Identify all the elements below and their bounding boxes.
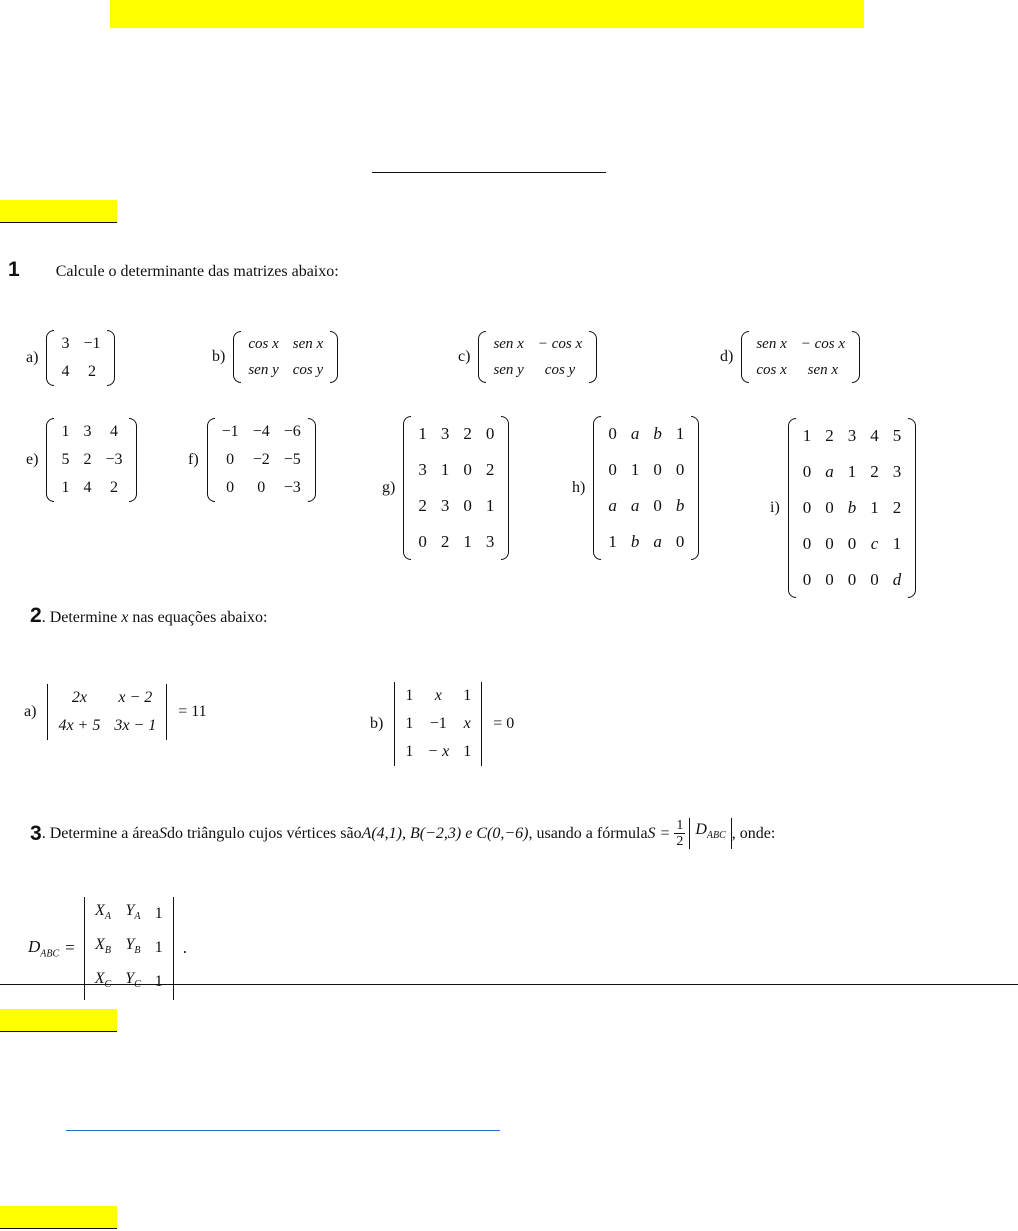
formula-sub: ABC: [706, 830, 726, 842]
paren-left: [46, 418, 54, 502]
matrix-cell: − x: [427, 743, 450, 760]
matrix-cell: cos x: [248, 336, 279, 352]
matrix-cell: 3: [892, 462, 902, 481]
matrix: [478, 331, 597, 383]
matrix-cell: 0: [463, 460, 472, 479]
matrix-cell: − cos x: [800, 336, 846, 352]
question-3-text-1: . Determine a área: [41, 824, 159, 842]
question-1: [8, 258, 339, 282]
paren-left: [478, 331, 486, 383]
matrix-row: [54, 358, 107, 386]
matrix-cell: −3: [283, 479, 301, 496]
question-3-text-3: , usando a fórmula: [528, 824, 648, 842]
paren-left: [788, 418, 796, 598]
det-bar-right: [166, 684, 167, 740]
matrix-row: [215, 446, 308, 474]
matrix-item: [572, 416, 699, 560]
paren-right: [908, 418, 916, 598]
matrix: [403, 416, 509, 560]
matrix-cell: 0: [825, 570, 834, 589]
section-highlight-1: [0, 200, 117, 223]
matrix-cell: 3x − 1: [114, 717, 157, 734]
matrix-item: [458, 331, 597, 383]
matrix-row: [88, 897, 170, 931]
matrix-cell: x: [434, 687, 442, 704]
matrix-cell: 1: [675, 424, 685, 443]
paren-right: [308, 418, 316, 502]
question-3-number: 3: [30, 821, 42, 845]
matrix-cell: b: [675, 496, 685, 515]
matrix: [391, 682, 485, 766]
matrix-row: [398, 682, 478, 710]
matrix-cell: x: [463, 715, 471, 732]
matrix-table: [749, 331, 852, 383]
item-label: i): [770, 499, 780, 516]
matrix-cell: 2: [463, 424, 472, 443]
matrix: [46, 418, 137, 502]
d-abc-equals: =: [65, 938, 75, 958]
matrix-cell: $Y_B$: [125, 936, 141, 957]
matrix-cell: 3: [440, 496, 450, 515]
question-2: [30, 604, 267, 628]
matrix-cell: d: [892, 570, 902, 589]
matrix-cell: 2: [870, 462, 879, 481]
matrix-row: [54, 474, 129, 502]
paren-left: [593, 416, 601, 560]
matrix-cell: x − 2: [118, 689, 153, 706]
matrix-cell: 0: [802, 534, 812, 553]
question-1-text: Calcule o determinante das matrizes abaixo:: [55, 263, 339, 280]
matrix-table: [54, 418, 129, 502]
section-highlight-3: [0, 1206, 117, 1229]
matrix-item: [382, 416, 509, 560]
matrix-cell: 0: [653, 460, 662, 479]
formula-numerator: 1: [676, 818, 684, 833]
question-3-var-s: S: [158, 824, 167, 842]
matrix-cell: 0: [257, 479, 266, 496]
paren-left: [403, 416, 411, 560]
matrix-cell: 5: [892, 426, 902, 445]
matrix: [233, 331, 338, 383]
matrix-cell: 1: [405, 743, 414, 760]
matrix-row: [241, 331, 330, 357]
matrix-cell: −5: [283, 451, 301, 468]
matrix-row: [796, 454, 909, 490]
matrix-cell: sen x: [292, 336, 324, 352]
matrix-cell: −4: [252, 423, 270, 440]
d-abc-end: .: [182, 938, 188, 958]
matrix-cell: $Y_C$: [125, 970, 141, 991]
matrix-cell: 0: [802, 498, 812, 517]
matrix-cell: 0: [675, 532, 685, 551]
matrix-cell: 2: [109, 479, 118, 496]
matrix-cell: 0: [847, 570, 857, 589]
matrix-row: [601, 416, 691, 452]
matrix-row: [411, 488, 501, 524]
link-underline[interactable]: [66, 1108, 500, 1131]
matrix-cell: 2x: [71, 689, 87, 706]
matrix-row: [486, 357, 589, 383]
matrix-cell: −1: [429, 715, 447, 732]
matrix-table: [486, 331, 589, 383]
matrix-row: [796, 418, 909, 454]
matrix-item: [770, 418, 916, 598]
matrix-cell: 0: [485, 424, 495, 443]
matrix-cell: 0: [418, 532, 427, 551]
header-underline: [372, 150, 606, 173]
matrix-table: [796, 418, 909, 598]
matrix-cell: a: [653, 532, 662, 551]
matrix-row: [88, 931, 170, 965]
matrix-cell: 0: [608, 424, 617, 443]
matrix-cell: $X_C$: [94, 970, 112, 991]
matrix: [46, 330, 115, 386]
item-label: b): [212, 348, 226, 365]
matrix-item: [720, 331, 860, 383]
section-divider: [0, 984, 1018, 985]
matrix-cell: a: [608, 496, 617, 515]
item-label: b): [370, 715, 384, 732]
matrix-cell: 1: [463, 743, 472, 760]
matrix-cell: 2: [485, 460, 495, 479]
matrix-cell: 1: [870, 498, 879, 517]
matrix-row: [601, 488, 691, 524]
matrix: [207, 418, 316, 502]
matrix-cell: $X_B$: [95, 936, 111, 957]
matrix-cell: 4: [61, 363, 70, 380]
paren-left: [233, 331, 241, 383]
matrix-cell: sen y: [493, 362, 524, 378]
matrix-cell: 1: [405, 715, 414, 732]
paren-right: [691, 416, 699, 560]
matrix-item: [26, 330, 115, 386]
equation-rhs: = 11: [178, 703, 207, 720]
matrix-cell: −2: [252, 451, 270, 468]
matrix-cell: − cos x: [537, 336, 583, 352]
matrix-cell: 1: [802, 426, 812, 445]
matrix-cell: 0: [847, 534, 857, 553]
question-3-text-4: , onde:: [731, 824, 776, 842]
matrix-table: [51, 684, 163, 740]
matrix-cell: 1: [892, 534, 902, 553]
matrix-row: [411, 524, 501, 560]
matrix-cell: 0: [463, 496, 472, 515]
matrix-item: [188, 418, 316, 502]
matrix-cell: 3: [418, 460, 427, 479]
matrix-cell: 5: [61, 451, 70, 468]
matrix-row: [796, 562, 909, 598]
question-2-text-before: . Determine: [41, 609, 122, 626]
paren-right: [330, 331, 338, 383]
matrix-cell: $Y_A$: [125, 902, 141, 923]
matrix-cell: sen x: [756, 336, 787, 352]
question-2-var: x: [121, 609, 129, 626]
det-bar-right: [481, 682, 482, 766]
matrix-row: [601, 524, 691, 560]
matrix-cell: a: [825, 462, 834, 481]
matrix-row: [241, 357, 330, 383]
matrix-cell: 1: [61, 423, 70, 440]
matrix-cell: $X_A$: [95, 902, 111, 923]
matrix-cell: 2: [892, 498, 902, 517]
matrix-cell: 2: [825, 426, 834, 445]
item-label: f): [188, 451, 199, 468]
matrix-cell: cos y: [292, 362, 324, 378]
matrix-cell: cos x: [756, 362, 787, 378]
matrix-row: [88, 965, 170, 999]
matrix-cell: b: [630, 532, 640, 551]
matrix-table: [241, 331, 330, 383]
matrix-cell: 4: [109, 423, 118, 440]
matrix-cell: 3: [485, 532, 495, 551]
matrix-cell: −1: [221, 423, 239, 440]
matrix-cell: 1: [630, 460, 640, 479]
matrix-cell: 1: [154, 905, 163, 923]
matrix-cell: 3: [440, 424, 450, 443]
matrix-cell: 2: [418, 496, 427, 515]
matrix-cell: 1: [61, 479, 70, 496]
matrix-cell: 2: [87, 363, 96, 380]
matrix-row: [215, 474, 308, 502]
matrix-cell: 1: [405, 687, 414, 704]
formula-fraction: [674, 818, 685, 849]
matrix-cell: 0: [675, 460, 685, 479]
matrix-cell: 0: [825, 498, 834, 517]
matrix: [593, 416, 699, 560]
formula-det: D: [695, 821, 707, 839]
question-2-number: 2: [30, 604, 42, 627]
question-2-text-after: nas equações abaixo:: [128, 609, 268, 626]
matrix-cell: 1: [485, 496, 495, 515]
matrix-item: [212, 331, 338, 383]
matrix-table: [601, 416, 691, 560]
matrix-item: [26, 418, 137, 502]
matrix: [44, 684, 170, 740]
paren-right: [852, 331, 860, 383]
matrix-cell: −6: [283, 423, 301, 440]
matrix-row: [54, 330, 107, 358]
matrix-cell: 0: [802, 462, 812, 481]
item-label: a): [26, 349, 39, 366]
matrix-item: [24, 684, 207, 740]
item-label: e): [26, 451, 39, 468]
section-highlight-2: [0, 1009, 117, 1032]
question-3-vertices: A(4,1), B(−2,3) e C(0,−6): [361, 824, 529, 842]
matrix-row: [54, 446, 129, 474]
matrix-row: [398, 710, 478, 738]
matrix-cell: 1: [418, 424, 427, 443]
matrix: [741, 331, 860, 383]
matrix-cell: sen x: [807, 362, 839, 378]
paren-right: [129, 418, 137, 502]
item-label: g): [382, 479, 396, 496]
matrix: [788, 418, 917, 598]
question-3: [30, 818, 775, 849]
matrix-table: [398, 682, 478, 766]
matrix-row: [601, 452, 691, 488]
matrix-row: [749, 331, 852, 357]
matrix-row: [398, 738, 478, 766]
matrix-cell: 0: [653, 496, 662, 515]
matrix-cell: 1: [440, 460, 450, 479]
matrix-cell: −1: [83, 335, 101, 352]
matrix-cell: 3: [847, 426, 857, 445]
item-label: c): [458, 348, 471, 365]
matrix-row: [51, 712, 163, 740]
matrix-row: [796, 490, 909, 526]
matrix-cell: 0: [226, 451, 235, 468]
matrix-cell: b: [847, 498, 857, 517]
matrix-row: [486, 331, 589, 357]
paren-right: [107, 330, 115, 386]
formula-lhs: S =: [647, 824, 671, 842]
matrix-row: [54, 418, 129, 446]
matrix-cell: a: [630, 496, 640, 515]
matrix-cell: cos y: [544, 362, 576, 378]
item-label: d): [720, 348, 734, 365]
det-bar-left: [47, 684, 48, 740]
matrix-row: [749, 357, 852, 383]
matrix-cell: −3: [105, 451, 123, 468]
matrix-cell: b: [653, 424, 662, 443]
matrix-cell: sen x: [493, 336, 524, 352]
question-1-number: 1: [8, 258, 20, 281]
matrix-cell: 4x + 5: [58, 717, 101, 734]
matrix-cell: 1: [154, 939, 163, 957]
matrix-table: [215, 418, 308, 502]
matrix-cell: 2: [83, 451, 92, 468]
matrix-row: [51, 684, 163, 712]
matrix-cell: 1: [463, 687, 472, 704]
matrix-cell: 3: [83, 423, 92, 440]
paren-left: [207, 418, 215, 502]
item-label: a): [24, 703, 37, 720]
matrix-cell: 4: [83, 479, 92, 496]
matrix-cell: 0: [825, 534, 834, 553]
formula-abs: [689, 818, 731, 848]
matrix-cell: 1: [608, 532, 617, 551]
matrix-cell: 0: [802, 570, 812, 589]
matrix-row: [796, 526, 909, 562]
matrix-cell: 0: [870, 570, 879, 589]
matrix-cell: 2: [440, 532, 450, 551]
matrix-cell: 4: [870, 426, 879, 445]
item-label: h): [572, 479, 586, 496]
title-highlight-bar: [110, 0, 864, 28]
formula-denominator: 2: [676, 834, 684, 849]
paren-right: [589, 331, 597, 383]
matrix-row: [411, 416, 501, 452]
matrix-cell: 1: [154, 973, 163, 991]
matrix-item: [370, 682, 514, 766]
matrix-cell: sen y: [248, 362, 279, 378]
paren-left: [46, 330, 54, 386]
d-abc-sub: ABC: [40, 948, 60, 960]
matrix-cell: 1: [463, 532, 472, 551]
matrix-cell: 0: [226, 479, 235, 496]
equation-rhs: = 0: [493, 715, 515, 732]
matrix-row: [411, 452, 501, 488]
paren-left: [741, 331, 749, 383]
matrix-cell: 1: [847, 462, 857, 481]
matrix-table: [411, 416, 501, 560]
d-abc-label: [28, 937, 59, 959]
paren-right: [501, 416, 509, 560]
matrix-table: [54, 330, 107, 386]
matrix-cell: 3: [61, 335, 70, 352]
question-3-text-2: do triângulo cujos vértices são: [166, 824, 362, 842]
matrix-cell: 0: [608, 460, 617, 479]
det-bar-left: [394, 682, 395, 766]
d-abc-letter: D: [28, 937, 41, 957]
matrix-cell: c: [870, 534, 879, 553]
matrix-cell: a: [630, 424, 640, 443]
matrix-row: [215, 418, 308, 446]
